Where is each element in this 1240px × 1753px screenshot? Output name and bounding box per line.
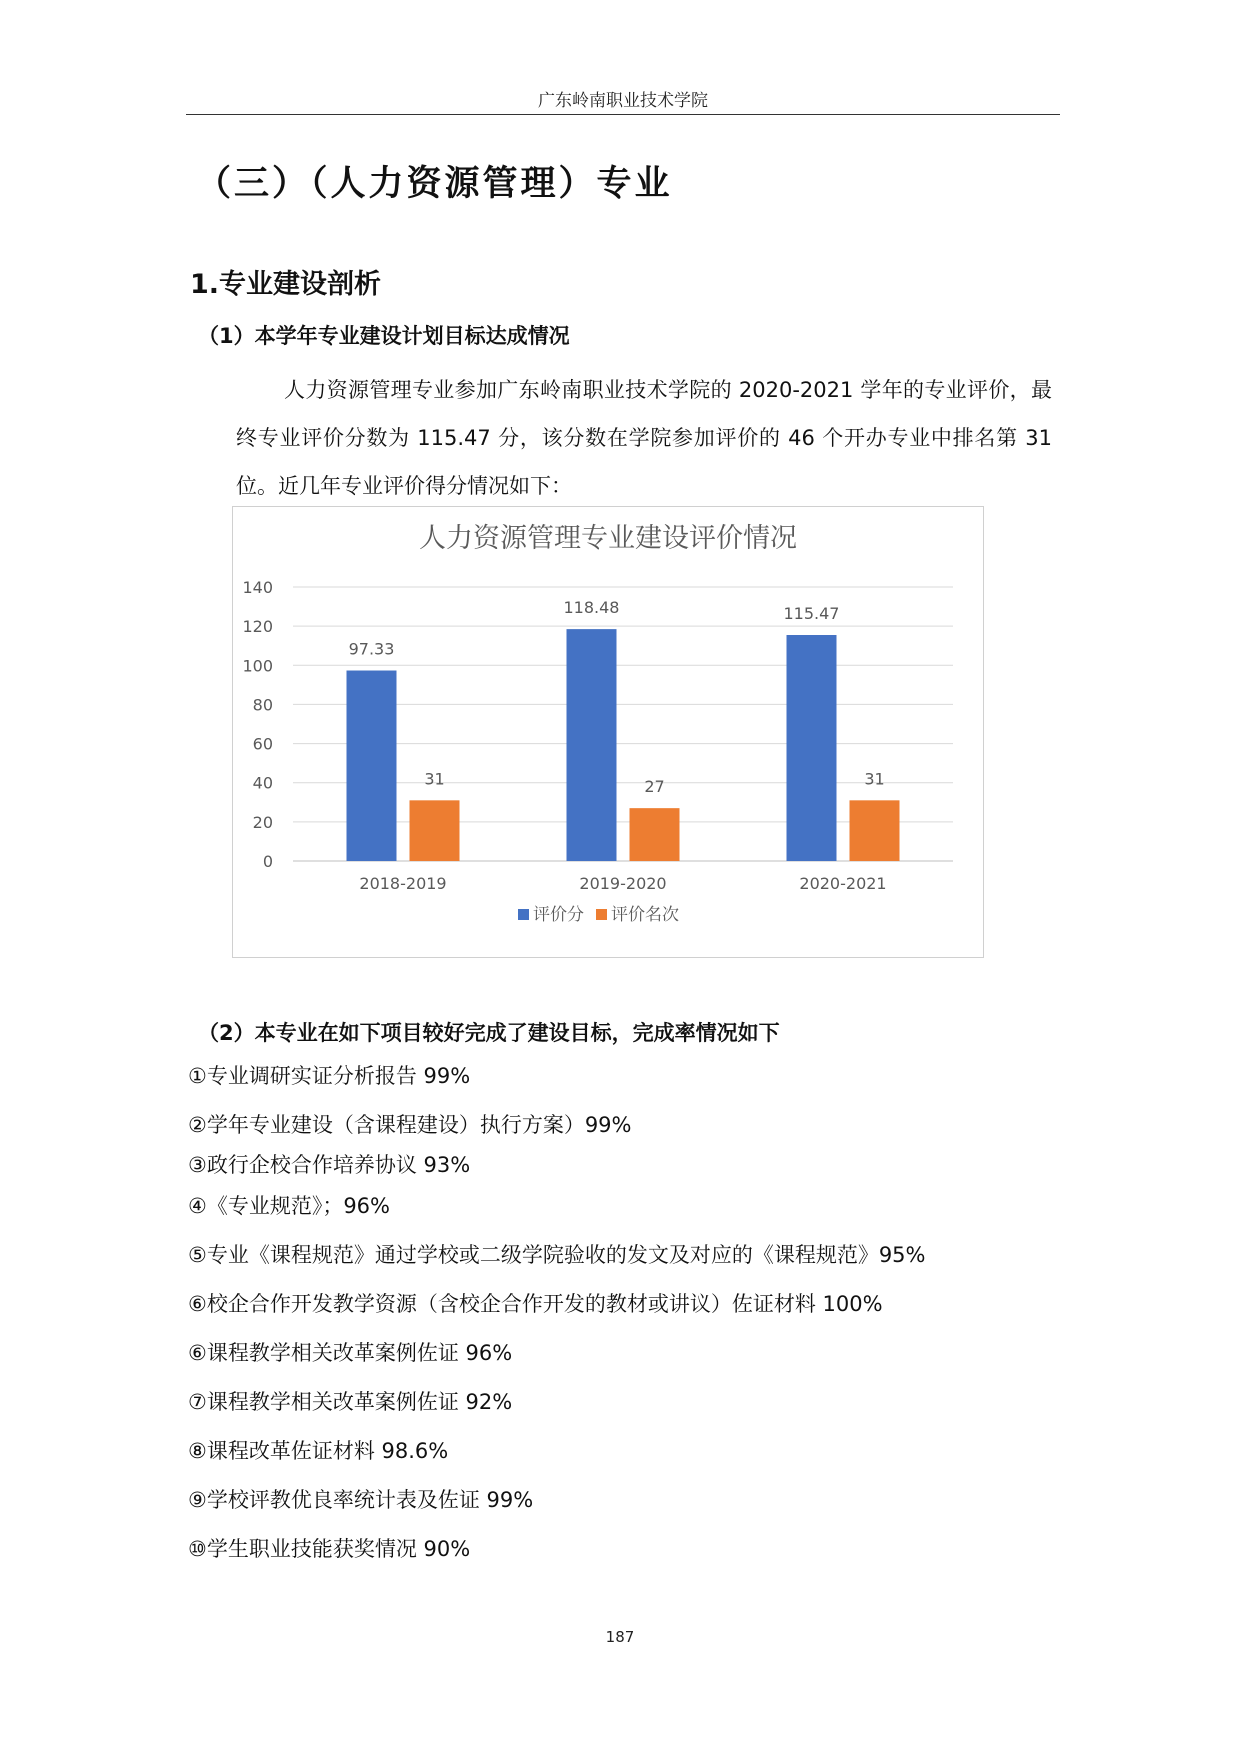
data-label: 31 (424, 769, 445, 789)
y-tick-label: 100 (242, 656, 273, 676)
subsection-title: 1.专业建设剖析 (190, 269, 382, 300)
bar-score (347, 671, 397, 861)
legend-label: 评价分 (533, 905, 584, 925)
chart-title: 人力资源管理专业建设评价情况 (419, 523, 797, 554)
page-number: 187 (605, 1628, 635, 1646)
item2-title: （2）本专业在如下项目较好完成了建设目标，完成率情况如下 (198, 1021, 780, 1045)
legend-swatch (518, 909, 529, 920)
bar-chart (232, 506, 984, 958)
legend-swatch (596, 909, 607, 920)
bar-rank (410, 800, 460, 861)
chart-y-ticks (242, 578, 273, 871)
y-tick-label: 80 (252, 695, 273, 715)
list-item: ②学年专业建设（含课程建设）执行方案）99% (188, 1113, 632, 1137)
bar-rank (850, 800, 900, 861)
list-item: ⑤专业《课程规范》通过学校或二级学院验收的发文及对应的《课程规范》95% (188, 1243, 926, 1267)
chart-x-ticks (359, 874, 886, 893)
y-tick-label: 0 (262, 852, 273, 871)
list-item: ⑦课程教学相关改革案例佐证 92% (188, 1390, 513, 1414)
x-tick-label: 2019-2020 (579, 874, 667, 893)
legend-label: 评价名次 (611, 905, 679, 925)
bar-rank (630, 808, 680, 861)
section-title: （三）（人力资源管理）专业 (196, 164, 673, 204)
y-tick-label: 140 (242, 578, 273, 597)
bar-score (567, 629, 617, 861)
list-item: ⑩学生职业技能获奖情况 90% (188, 1537, 471, 1561)
list-item: ③政行企校合作培养协议 93% (188, 1153, 471, 1177)
list-item: ①专业调研实证分析报告 99% (188, 1064, 471, 1088)
data-label: 31 (864, 769, 885, 789)
chart-bars (347, 629, 900, 861)
list-item: ④《专业规范》；96% (188, 1194, 391, 1218)
y-tick-label: 120 (242, 617, 273, 637)
chart-legend (518, 905, 679, 925)
data-label: 27 (644, 777, 665, 797)
y-tick-label: 20 (252, 812, 273, 832)
chart-svg (233, 507, 983, 957)
bar-score (787, 635, 837, 861)
y-tick-label: 40 (252, 773, 273, 793)
list-item: ⑥课程教学相关改革案例佐证 96% (188, 1341, 513, 1365)
list-item: ⑥校企合作开发教学资源（含校企合作开发的教材或讲议）佐证材料 100% (188, 1292, 883, 1316)
body-paragraph: 人力资源管理专业参加广东岭南职业技术学院的 2020-2021 学年的专业评价，最终专业评价分数为 115.47 分，该分数在学院参加评价的 46 个开办专业中排名第 31 位。近几年专业评价得分情况如下： (236, 378, 1052, 498)
x-tick-label: 2018-2019 (359, 874, 447, 893)
x-tick-label: 2020-2021 (799, 874, 887, 893)
list-item: ⑧课程改革佐证材料 98.6% (188, 1439, 449, 1463)
header-rule (186, 114, 1060, 115)
data-label: 118.48 (563, 598, 620, 618)
list-item: ⑨学校评教优良率统计表及佐证 99% (188, 1488, 534, 1512)
y-tick-label: 60 (252, 734, 273, 754)
data-label: 115.47 (783, 604, 840, 624)
data-label: 97.33 (348, 639, 395, 659)
header-title: 广东岭南职业技术学院 (538, 91, 708, 111)
item1-title: （1）本学年专业建设计划目标达成情况 (198, 324, 570, 348)
